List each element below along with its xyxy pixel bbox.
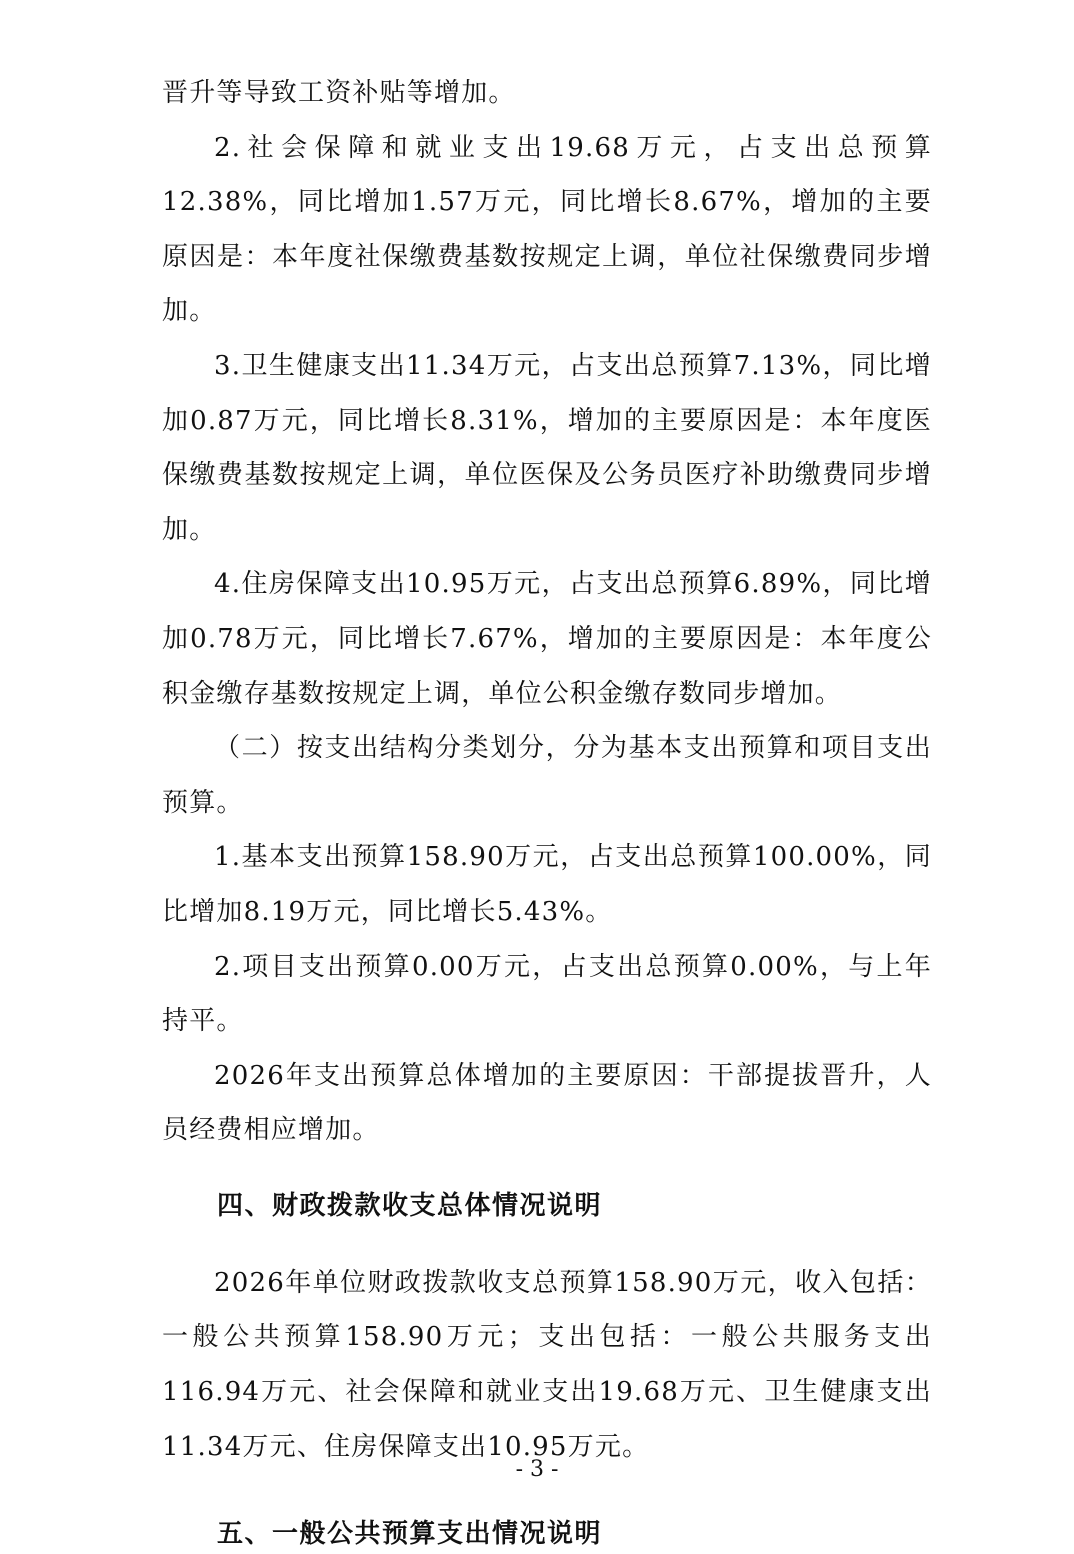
paragraph-housing: 4.住房保障支出10.95万元，占支出总预算6.89%，同比增加0.78万元，同比增长7.67%，增加的主要原因是：本年度公积金缴存基数按规定上调，单位公积金缴存数同步增加。 — [162, 569, 932, 709]
paragraph-health: 3.卫生健康支出11.34万元，占支出总预算7.13%，同比增加0.87万元，同比增长8.31%，增加的主要原因是：本年度医保缴费基数按规定上调，单位医保及公务员医疗补助缴费同步增加。 — [162, 350, 932, 545]
paragraph-social-security: 2.社会保障和就业支出19.68万元，占支出总预算12.38%，同比增加1.57万元，同比增长8.67%，增加的主要原因是：本年度社保缴费基数按规定上调，单位社保缴费同步增加。 — [162, 132, 932, 327]
section-heading-4: 四、财政拨款收支总体情况说明 — [217, 1190, 603, 1221]
paragraph-expenditure-structure: （二）按支出结构分类划分，分为基本支出预算和项目支出预算。 — [162, 733, 932, 818]
section-heading-5: 五、一般公共预算支出情况说明 — [217, 1519, 603, 1550]
paragraph-fiscal-appropriation: 2026年单位财政拨款收支总预算158.90万元，收入包括：一般公共预算158.90万元；支出包括：一般公共服务支出116.94万元、社会保障和就业支出19.68万元、卫生健康支出11.34万元、住房保障支出10.95万元。 — [162, 1267, 932, 1462]
paragraph-overall-reason: 2026年支出预算总体增加的主要原因：干部提拔晋升，人员经费相应增加。 — [162, 1060, 932, 1146]
page-number: - 3 - — [515, 1457, 559, 1482]
paragraph-project-expenditure: 2.项目支出预算0.00万元，占支出总预算0.00%，与上年持平。 — [162, 951, 932, 1037]
document-body — [162, 66, 932, 1554]
paragraph-continuation: 晋升等导致工资补贴等增加。 — [162, 78, 516, 108]
paragraph-basic-expenditure: 1.基本支出预算158.90万元，占支出总预算100.00%，同比增加8.19万元，同比增长5.43%。 — [162, 842, 932, 927]
